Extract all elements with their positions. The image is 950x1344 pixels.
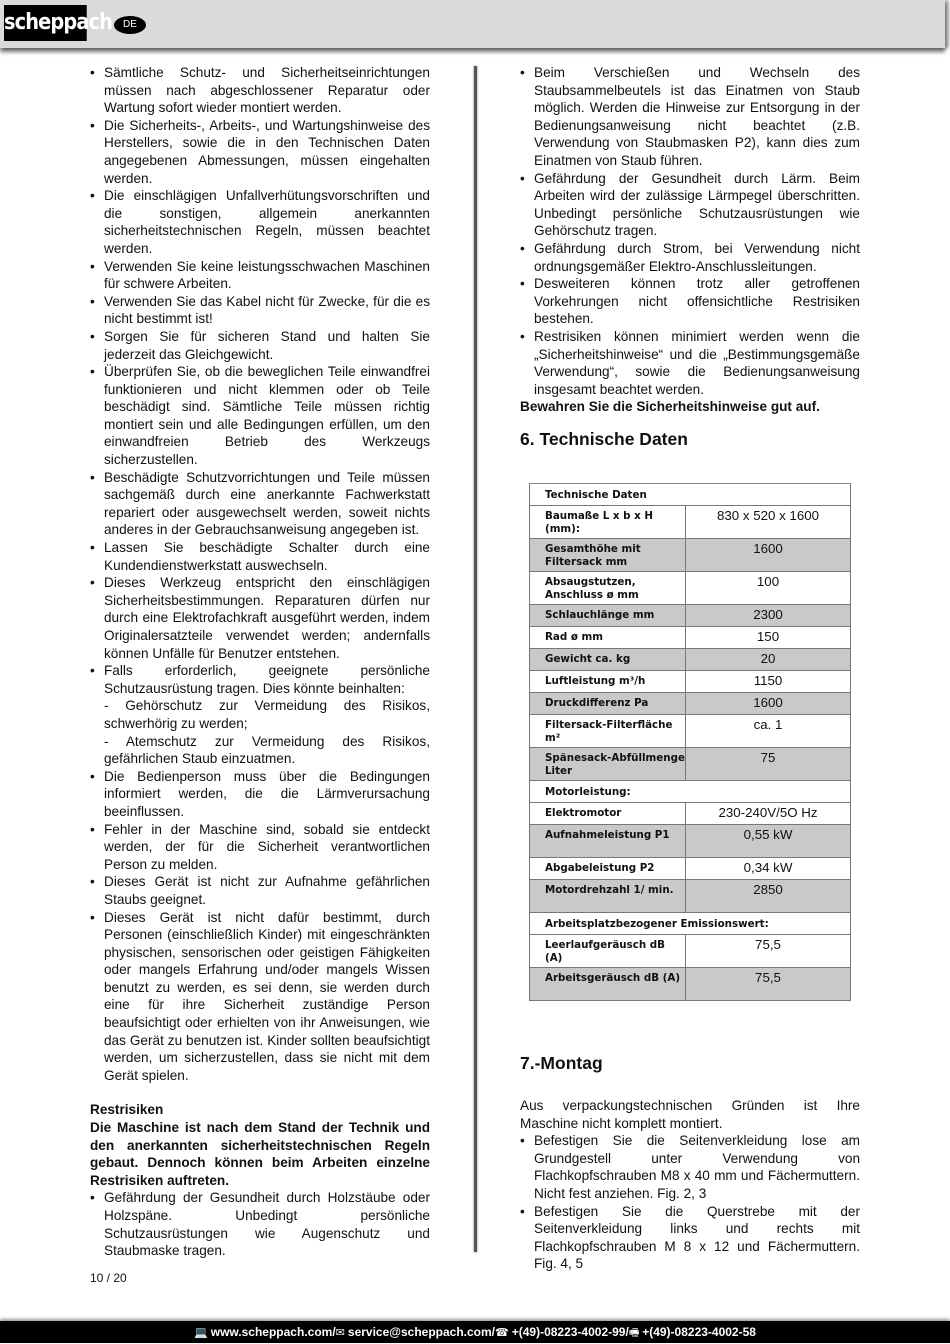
row-label: Elektromotor — [530, 803, 686, 825]
row-value: 20 — [686, 649, 851, 671]
table-title-row — [530, 484, 851, 506]
ppe-sub-item: - Gehörschutz zur Vermeidung des Risikos, schwerhörig zu werden; — [104, 698, 430, 731]
assembly-section — [520, 1097, 860, 1273]
list-item: • Dieses Gerät ist nicht dafür bestimmt, durch Personen (einschließlich Kinder) mit eingeschränkten physischen, sensorischen oder geistigen Fähigkeiten oder mangels Erfahrung und/oder mangels Wissen benutzt zu werden, es sei denn, sie werden durch eine für ihre Sicherheit zuständige Person beaufsichtigt oder erhielten von ihr Anweisungen, wie das Gerät zu benutzen ist. Kinder sollten beaufsichtigt werden, um sicherzustellen, dass sie nicht mit dem Gerät spielen. — [90, 909, 430, 1085]
row-value: 1150 — [686, 671, 851, 693]
row-label: Gewicht ca. kg — [530, 649, 686, 671]
row-label: Motordrehzahl 1/ min. — [530, 880, 686, 913]
table-row — [530, 715, 851, 748]
keep-instructions-note: Bewahren Sie die Sicherheitshinweise gut auf. — [520, 399, 820, 415]
list-item: • Beim Verschießen und Wechseln des Staubsammelbeutels ist das Einatmen von Staub möglich. Werden die Hinweise zur Entsorgung in der Bedienungsanweisung nicht beachtet (z.B. Verwendung von Staubmasken P2), kann dies zum Einatmen von Staub führen. — [520, 64, 860, 170]
list-item: • Die einschlägigen Unfallverhütungsvorschriften und die sonstigen, allgemein anerkannten sicherheitstechnischen Regeln, müssen beachtet werden. — [90, 187, 430, 257]
row-label: Druckdifferenz Pa — [530, 693, 686, 715]
list-item: • Restrisiken können minimiert werden wenn die „Sicherheitshinweise“ und die „Bestimmungsgemäße Verwendung“, sowie die Bedienungsanweisung insgesamt beachtet werden. — [520, 328, 860, 398]
computer-icon: 💻 — [194, 1327, 208, 1339]
list-item: • Gefährdung der Gesundheit durch Lärm. Beim Arbeiten wird der zulässige Lärmpegel überschritten. Unbedingt persönliche Schutzausrüstungen wie Gehörschutz tragen. — [520, 170, 860, 240]
email-link[interactable]: service@scheppach.com — [347, 1325, 492, 1339]
emission-section-title: Arbeitsplatzbezogener Emissionswert: — [530, 913, 851, 935]
row-label: Gesamthöhe mit Filtersack mm — [530, 539, 686, 572]
list-item: • Fehler in der Maschine sind, sobald sie entdeckt werden, der für die Sicherheit verantwortlichen Person zu melden. — [90, 821, 430, 874]
list-item: • Verwenden Sie das Kabel nicht für Zwecke, für die es nicht bestimmt ist! — [90, 293, 430, 328]
list-item: • Sorgen Sie für sicheren Stand und halten Sie jederzeit das Gleichgewicht. — [90, 328, 430, 363]
row-value: 150 — [686, 627, 851, 649]
row-value: 2850 — [686, 880, 851, 913]
list-item: • Die Bedienperson muss über die Bedingungen informiert werden, die die Lärmverursachung beeinflussen. — [90, 768, 430, 821]
table-row — [530, 627, 851, 649]
left-column — [90, 64, 430, 1260]
safety-bullet-list — [90, 64, 430, 1084]
table-row — [530, 649, 851, 671]
row-value: 0,55 kW — [686, 825, 851, 858]
table-row — [530, 671, 851, 693]
emission-section-row — [530, 913, 851, 935]
assembly-bullet-list — [520, 1132, 860, 1273]
technical-data-table — [529, 483, 851, 1001]
row-label: Arbeitsgeräusch dB (A) — [530, 968, 686, 1001]
row-label: Absaugstutzen, Anschluss ø mm — [530, 572, 686, 605]
right-column — [520, 64, 860, 416]
restrisiken-bullet-list — [90, 1189, 430, 1259]
table-row — [530, 880, 851, 913]
mail-icon: ✉ — [335, 1327, 345, 1339]
table-title: Technische Daten — [530, 484, 851, 506]
row-label: Luftleistung m³/h — [530, 671, 686, 693]
list-item: • Befestigen Sie die Seitenverkleidung lose am Grundgestell unter Verwendung von Flachkopfschrauben M8 x 40 mm und Fächermuttern. Nicht fest anziehen. Fig. 2, 3 — [520, 1132, 860, 1202]
separator: / — [332, 1325, 336, 1339]
risk-bullet-list — [520, 64, 860, 398]
row-value: 0,34 kW — [686, 858, 851, 880]
section-heading-technical-data: 6. Technische Daten — [520, 429, 688, 449]
table-row — [530, 539, 851, 572]
ppe-intro: • Falls erforderlich, geeignete persönliche Schutzausrüstung tragen. Dies könnte beinhalten: — [104, 663, 430, 696]
table-row — [530, 858, 851, 880]
row-value: 230-240V/5O Hz — [686, 803, 851, 825]
row-value: 75,5 — [686, 968, 851, 1001]
language-badge: DE — [114, 16, 146, 34]
table-row — [530, 803, 851, 825]
ppe-sub-item: - Atemschutz zur Vermeidung des Risikos, gefährlichen Staub einzuatmen. — [104, 733, 430, 767]
separator: / — [491, 1325, 496, 1339]
motor-section-row — [530, 781, 851, 803]
row-label: Spänesack-Abfüllmenge Liter — [530, 748, 686, 781]
motor-section-title: Motorleistung: — [530, 781, 851, 803]
fax-icon: 🖷 — [628, 1327, 640, 1339]
telephone-icon: ☎ — [495, 1327, 509, 1339]
restrisiken-intro: Die Maschine ist nach dem Stand der Technik und den anerkannten sicherheitstechnischen Regeln gebaut. Dennoch können beim Arbeiten einzelne Restrisiken auftreten. — [90, 1120, 430, 1188]
list-item: • Die Sicherheits-, Arbeits-, und Wartungshinweise des Herstellers, sowie die in den Technischen Daten angegebenen Abmessungen, müssen eingehalten werden. — [90, 117, 430, 187]
list-item: • Desweiteren können trotz aller getroffenen Vorkehrungen nicht offensichtliche Restrisiken bestehen. — [520, 275, 860, 328]
row-label: Filtersack-Filterfläche m² — [530, 715, 686, 748]
list-item: • Gefährdung der Gesundheit durch Holzstäube oder Holzspäne. Unbedingt persönliche Schutzausrüstungen wie Augenschutz und Staubmaske tragen. — [90, 1189, 430, 1259]
row-value: 1600 — [686, 693, 851, 715]
page-number: 10 / 20 — [90, 1271, 127, 1285]
row-value: 75 — [686, 748, 851, 781]
phone-number: +(49)-08223-4002-99 — [511, 1325, 626, 1339]
fax-number: +(49)-08223-4002-58 — [642, 1325, 756, 1339]
row-value: 75,5 — [686, 935, 851, 968]
row-label: Baumaße L x b x H (mm): — [530, 506, 686, 539]
column-divider — [474, 66, 477, 1252]
table-row — [530, 605, 851, 627]
row-value: 100 — [686, 572, 851, 605]
row-label: Rad ø mm — [530, 627, 686, 649]
page-footer — [0, 1321, 950, 1343]
separator: / — [625, 1325, 629, 1339]
row-value: 830 x 520 x 1600 — [686, 506, 851, 539]
list-item: • Befestigen Sie die Querstrebe mit der Seitenverkleidung links und rechts mit Flachkopfschrauben M 8 x 12 und Fächermuttern. Fig. 4, 5 — [520, 1203, 860, 1273]
row-label: Leerlaufgeräusch dB (A) — [530, 935, 686, 968]
list-item: • Sämtliche Schutz- und Sicherheitseinrichtungen müssen nach abgeschlossener Reparatur oder Wartung sofort wieder montiert werden. — [90, 64, 430, 117]
row-label: Schlauchlänge mm — [530, 605, 686, 627]
table-row — [530, 506, 851, 539]
list-item: • Gefährdung durch Strom, bei Verwendung nicht ordnungsgemäßer Elektro-Anschlussleitungen. — [520, 240, 860, 275]
row-label: Aufnahmeleistung P1 — [530, 825, 686, 858]
row-value: 1600 — [686, 539, 851, 572]
list-item: • Lassen Sie beschädigte Schalter durch eine Kundendienstwerkstatt auswechseln. — [90, 539, 430, 574]
page-header — [0, 0, 945, 48]
table-row — [530, 748, 851, 781]
section-heading-assembly: 7.-Montag — [520, 1053, 603, 1073]
assembly-intro: Aus verpackungstechnischen Gründen ist Ihre Maschine nicht komplett montiert. — [520, 1098, 860, 1131]
list-item: • Dieses Werkzeug entspricht den einschlägigen Sicherheitsbestimmungen. Reparaturen dürfen nur durch eine Elektrofachkraft ausgeführt werden, indem Originalersatzteile verwendet werden; andernfalls können Unfälle für Benutzer entstehen. — [90, 574, 430, 662]
row-value: 2300 — [686, 605, 851, 627]
row-value: ca. 1 — [686, 715, 851, 748]
table-row — [530, 968, 851, 1001]
scheppach-logo: scheppach — [4, 5, 87, 41]
list-item: • Dieses Gerät ist nicht zur Aufnahme gefährlichen Staubs geeignet. — [90, 873, 430, 908]
table-row — [530, 825, 851, 858]
list-item-ppe — [90, 662, 430, 768]
list-item: • Beschädigte Schutzvorrichtungen und Teile müssen sachgemäß durch eine anerkannte Fachwerkstatt repariert oder ausgewechselt werden, soweit nichts anderes in der Gebrauchsanweisung angegeben ist. — [90, 469, 430, 539]
list-item: • Überprüfen Sie, ob die beweglichen Teile einwandfrei funktionieren und nicht klemmen oder ob Teile beschädigt sind. Sämtliche Teile müssen richtig montiert sein und alle Bedingungen erfüllen, um den einwandfreien Betrieb des Werkzeugs sicherzustellen. — [90, 363, 430, 469]
row-label: Abgabeleistung P2 — [530, 858, 686, 880]
table-row — [530, 693, 851, 715]
table-row — [530, 572, 851, 605]
website-link[interactable]: www.scheppach.com — [210, 1325, 333, 1339]
table-row — [530, 935, 851, 968]
restrisiken-title: Restrisiken — [90, 1102, 164, 1118]
list-item: • Verwenden Sie keine leistungsschwachen Maschinen für schwere Arbeiten. — [90, 258, 430, 293]
